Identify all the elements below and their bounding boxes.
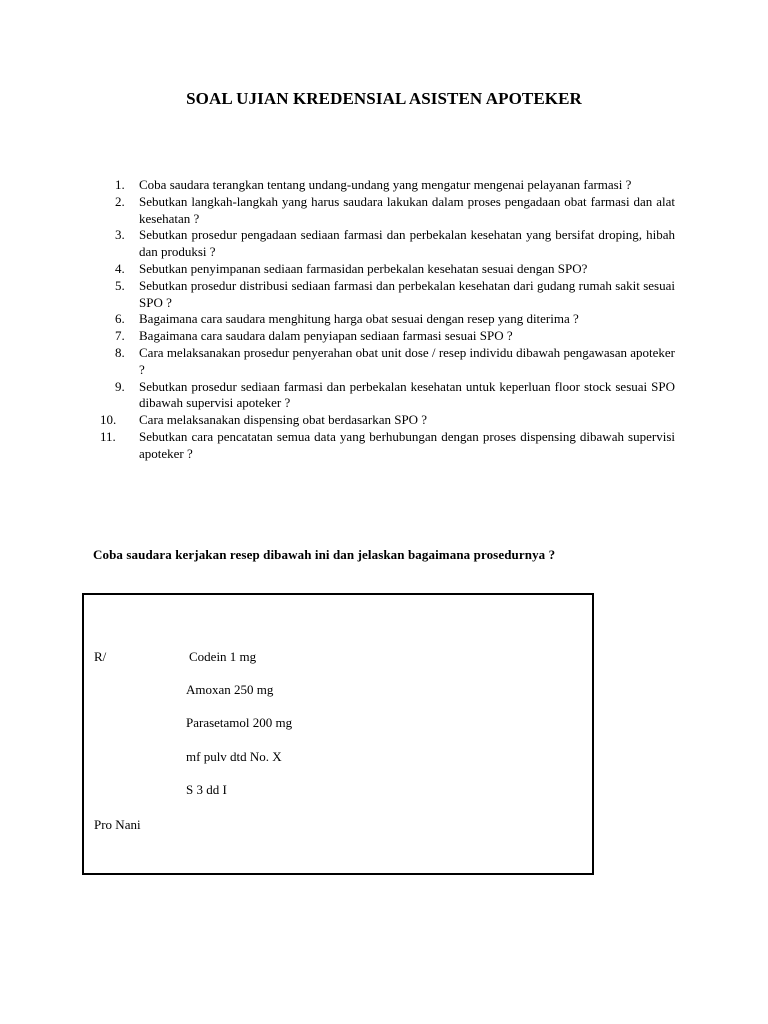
prescription-box [82,593,594,875]
question-text: Sebutkan penyimpanan sediaan farmasidan perbekalan kesehatan sesuai dengan SPO? [139,260,588,276]
question-item [100,328,675,345]
question-number: 5. [115,277,125,293]
question-text: Cara melaksanakan prosedur penyerahan obat unit dose / resep individu dibawah pengawasan apoteker ? [139,344,675,377]
question-number: 8. [115,344,125,360]
question-text: Cara melaksanakan dispensing obat berdasarkan SPO ? [139,412,428,428]
question-text: Sebutkan prosedur distribusi sediaan farmasi dan perbekalan kesehatan dari gudang rumah sakit sesuai SPO ? [139,277,675,310]
question-number: 9. [115,378,125,394]
question-item [100,379,675,413]
rx-item: S 3 dd I [186,782,227,797]
question-text: Sebutkan langkah-langkah yang harus saudara lakukan dalam proses pengadaan obat farmasi dan alat kesehatan ? [139,193,675,226]
question-number: 3. [115,227,125,243]
patient-name: Pro Nani [94,817,141,832]
question-text: Sebutkan prosedur sediaan farmasi dan perbekalan kesehatan untuk keperluan floor stock sesuai SPO dibawah supervisi apoteker ? [139,378,675,411]
question-text: Bagaimana cara saudara dalam penyiapan sediaan farmasi sesuai SPO ? [139,328,513,344]
question-item [100,345,675,379]
question-number: 7. [115,328,125,344]
page-title: SOAL UJIAN KREDENSIAL ASISTEN APOTEKER [186,89,582,108]
question-item [100,227,675,261]
question-item [100,261,675,278]
question-number: 10. [100,412,117,428]
question-list [100,177,675,463]
question-item [100,429,675,463]
question-item [100,278,675,312]
rx-item: Parasetamol 200 mg [186,715,293,730]
rx-item: Codein 1 mg [189,649,257,664]
question-number: 4. [115,260,125,276]
rx-item: mf pulv dtd No. X [186,749,282,764]
question-number: 2. [115,193,125,209]
instruction-text: Coba saudara kerjakan resep dibawah ini dan jelaskan bagaimana prosedurnya ? [93,547,556,562]
question-item [100,412,675,429]
question-text: Coba saudara terangkan tentang undang-undang yang mengatur mengenai pelayanan farmasi ? [139,177,632,192]
question-text: Sebutkan prosedur pengadaan sediaan farmasi dan perbekalan kesehatan yang bersifat droping, hibah dan produksi ? [139,227,675,260]
question-number: 6. [115,311,125,327]
question-number: 11. [100,428,116,444]
question-text: Bagaimana cara saudara menghitung harga obat sesuai dengan resep yang diterima ? [139,311,579,327]
question-item [100,177,675,194]
question-item [100,311,675,328]
question-text: Sebutkan cara pencatatan semua data yang berhubungan dengan proses dispensing dibawah supervisi apoteker ? [139,428,675,461]
question-number: 1. [115,177,125,192]
rx-symbol: R/ [94,649,107,664]
question-item [100,194,675,228]
rx-item: Amoxan 250 mg [186,682,274,697]
